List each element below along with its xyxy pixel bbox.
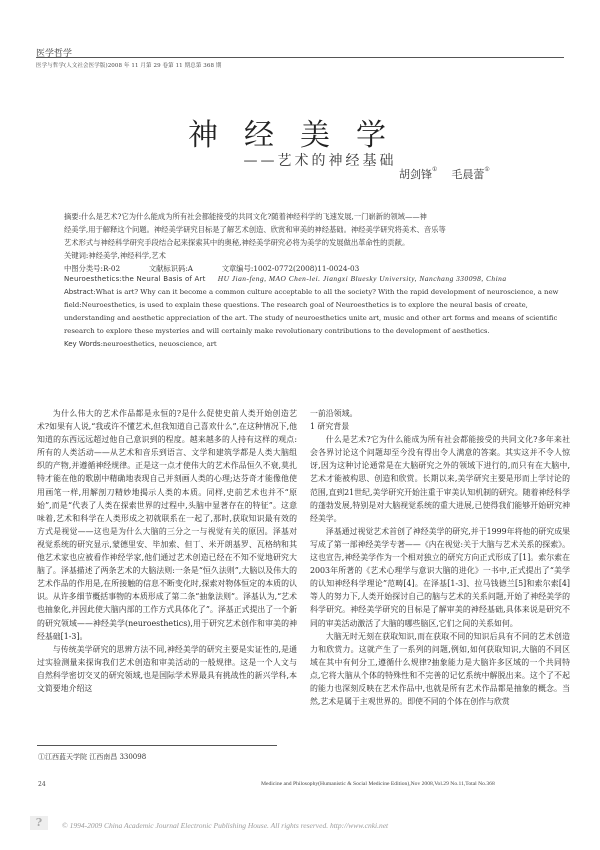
keywords-text: :neuroesthetics, neuoscience, art [100, 340, 217, 348]
copyright-watermark: © 1994-2009 China Academic Journal Electronic Publishing House. All rights reserved. http://www.cnki.net [62, 821, 389, 830]
article-number: 文章编号:1002-0772(2008)11-0024-03 [221, 264, 360, 273]
article-title: 神经美学 [188, 118, 412, 153]
chinese-abstract [64, 210, 568, 275]
abstract-label: Abstract [64, 288, 94, 296]
abstract-line: 摘要:什么是艺术?它为什么能成为所有社会都能接受的共同文化?随着神经科学的飞速发展,一门崭新的领域——神 [64, 212, 427, 221]
section-heading: 1 研究背景 [310, 422, 350, 432]
keywords: 关键词:神经美学,神经科学,艺术 [64, 251, 166, 260]
body-paragraph: 为什么伟大的艺术作品都是永恒的?是什么促使史前人类开始创造艺术?如果有人说,“我或许不懂艺术,但我知道自己喜欢什么”,在这种情况下,他知道的东西远远超过他自己意识到的程度。越来越多的人持有这样的观点:所有的人类活动——从艺术和音乐到语言、文学和建筑学都是人类大脑组织的产物,并遵循神经规律。正是这一点才使伟大的艺术作品恒久不衰,莫扎特才能在他的歌剧中精确地表现自己并刻画人类的心理;达芬奇才能像他使用画笔一样,用解剖刀精妙地揭示人类的本质。同样,史前艺术也并不“原始”,而是“代表了人类在探索世界的过程中,头脑中显著存在的特征”。这意味着,艺术和科学在人类形成之初就联系在一起了,那时,获取知识最有效的方式是视觉——这也是为什么大脑的三分之一与视觉有关的原因。泽基对视觉系统的研究显示,蒙德里安、毕加索、但丁、米开朗基罗、瓦格纳和其他艺术家也应被看作神经学家,他们通过艺术创造已经在不知不觉地研究大脑了。泽基描述了两条艺术的大脑法则:一条是“恒久法则”,大脑以及伟大的艺术作品的作用是,在所接触的信息不断变化时,探索对物体恒定的本质的认识。从许多细节概括事物的本质形成了第二条“抽象法则”。泽基认为,“艺术也抽象化,并因此使大脑内部的工作方式具体化了”。泽基正式提出了一个新的研究领域——神经美学(neuroesthetics),用于研究艺术创作和审美的神经基础[1-3]。 [37, 409, 297, 641]
author-name: 胡剑锋 [399, 168, 432, 181]
body-column-left [37, 407, 297, 695]
body-paragraph-continuation: 一前沿领域。 [310, 409, 358, 418]
abstract-line: 经美学,用于解释这个问题。神经美学研究目标是了解艺术创造、欣赏和审美的神经基础。神经美学研究将美术、音乐等 [64, 225, 446, 234]
english-title: Neuroesthetics:the Neural Basis of Art [64, 275, 206, 283]
header-rule [36, 57, 564, 58]
classification-number: 中图分类号:R-02 [64, 264, 121, 273]
abstract-text: :What is art? Why can it become a common culture acceptable to all the society? With the rapid development of neuroscience, a new field:Neuroesthetics, is used to explain these questions. The research goal of Neuroesthetics is to explore the neural basis of create, understanding and aesthetic appreciation of the art. The study of neuroesthetics unite art, music and other art forms and means of scientific research to explore these mysteries and will certainly make revolutionary contributions to the development of aesthetics. [64, 288, 559, 335]
author-name: 毛晨蕾 [451, 168, 485, 181]
body-paragraph: 与传统美学研究的思辨方法不同,神经美学的研究主要是实证性的,是通过实验测量来探询我们艺术创造和审美活动的一般规律。这是一个人文与自然科学密切交叉的研究领域,也是国际学术界最具有挑战性的新兴学科,本文简要地介绍这 [37, 644, 297, 693]
author-affiliation-mark: ① [432, 166, 438, 173]
section-tag: 医学哲学 [36, 49, 73, 59]
body-paragraph: 大脑无时无刻在获取知识,而在获取不同的知识后具有不同的艺术创造力和欣赏力。这就产生了一系列的问题,例如,如何获取知识,大脑的不同区域在其中有何分工,遵循什么规律?抽象能力是大脑许多区域的一个共同特点,它将大脑从个体的特殊性和不完善的记忆系统中解脱出来。这个了不起的能力也深刻反映在艺术作品中,也就是所有艺术作品都是抽象的概念。当然,艺术是属于主观世界的。即使不同的个体在创作与欣赏 [310, 631, 570, 707]
footer-journal-citation: Medicine and Philosophy(Humanistic & Social Medicine Edition),Nov 2008,Vol.29 No.11,Total No.368 [261, 781, 495, 787]
body-paragraph: 什么是艺术?它为什么能成为所有社会都能接受的共同文化?多年来社会各界讨论这个问题却至今没有得出令人满意的答案。其实这并不令人惊讶,因为这种讨论通常是在大脑研究之外的领域下进行的,而只有在大脑中,艺术才能被构思、创造和欣赏。长期以来,美学研究主要是形而上学讨论的范围,直到21世纪,美学研究开始注重于审美认知机制的研究。随着神经科学的蓬勃发展,特别是对大脑视觉系统的重大进展,已使得我们能够开始研究神经美学。 [310, 435, 570, 523]
page-number: 24 [38, 781, 46, 788]
document-code: 文献标识码:A [148, 264, 194, 273]
article-subtitle: ——艺术的神经基础 [243, 153, 397, 169]
english-abstract [64, 272, 572, 351]
body-column-right [310, 407, 570, 708]
abstract-line: 艺术形式与神经科学研究手段结合起来探索其中的奥秘,神经美学研究必将为美学的发展做出革命性的贡献。 [64, 238, 410, 247]
cnki-logo-icon: ? [30, 816, 48, 830]
journal-citation-line: 医学与哲学(人文社会医学版)2008 年 11 月第 29 卷第 11 期总第 368 期 [36, 63, 222, 69]
author-affiliation-mark: ① [484, 166, 490, 173]
author-list [399, 166, 490, 182]
keywords-label: Key Words [64, 340, 101, 348]
footnote-affiliation: ①江西蓝天学院 江西南昌 330098 [38, 753, 147, 761]
english-affiliation: HU Jian-feng, MAO Chen-lei. Jiangxi Bluesky University, Nanchang 330098, China [217, 274, 507, 283]
footnote-rule [37, 745, 277, 746]
body-paragraph: 泽基通过视觉艺术首创了神经美学的研究,并于1999年将他的研究成果写成了第一部神经美学专著——《内在视觉:关于大脑与艺术关系的探索》。这也宣告,神经美学作为一个相对独立的研究方向正式形成了[1]。索尔索在2003年所著的《艺术心理学与意识大脑的进化》一书中,正式提出了“美学的认知神经科学理论”范畴[4]。在泽基[1-3]、拉马钱德兰[5]和索尔索[4]等人的努力下,人类开始探讨自己的脑与艺术的关系问题,开始了神经美学的科学研究。神经美学研究的目标是了解审美的神经基础,具体来说是研究不同的审美活动激活了大脑的哪些脑区,它们之间的关系如何。 [310, 526, 570, 628]
